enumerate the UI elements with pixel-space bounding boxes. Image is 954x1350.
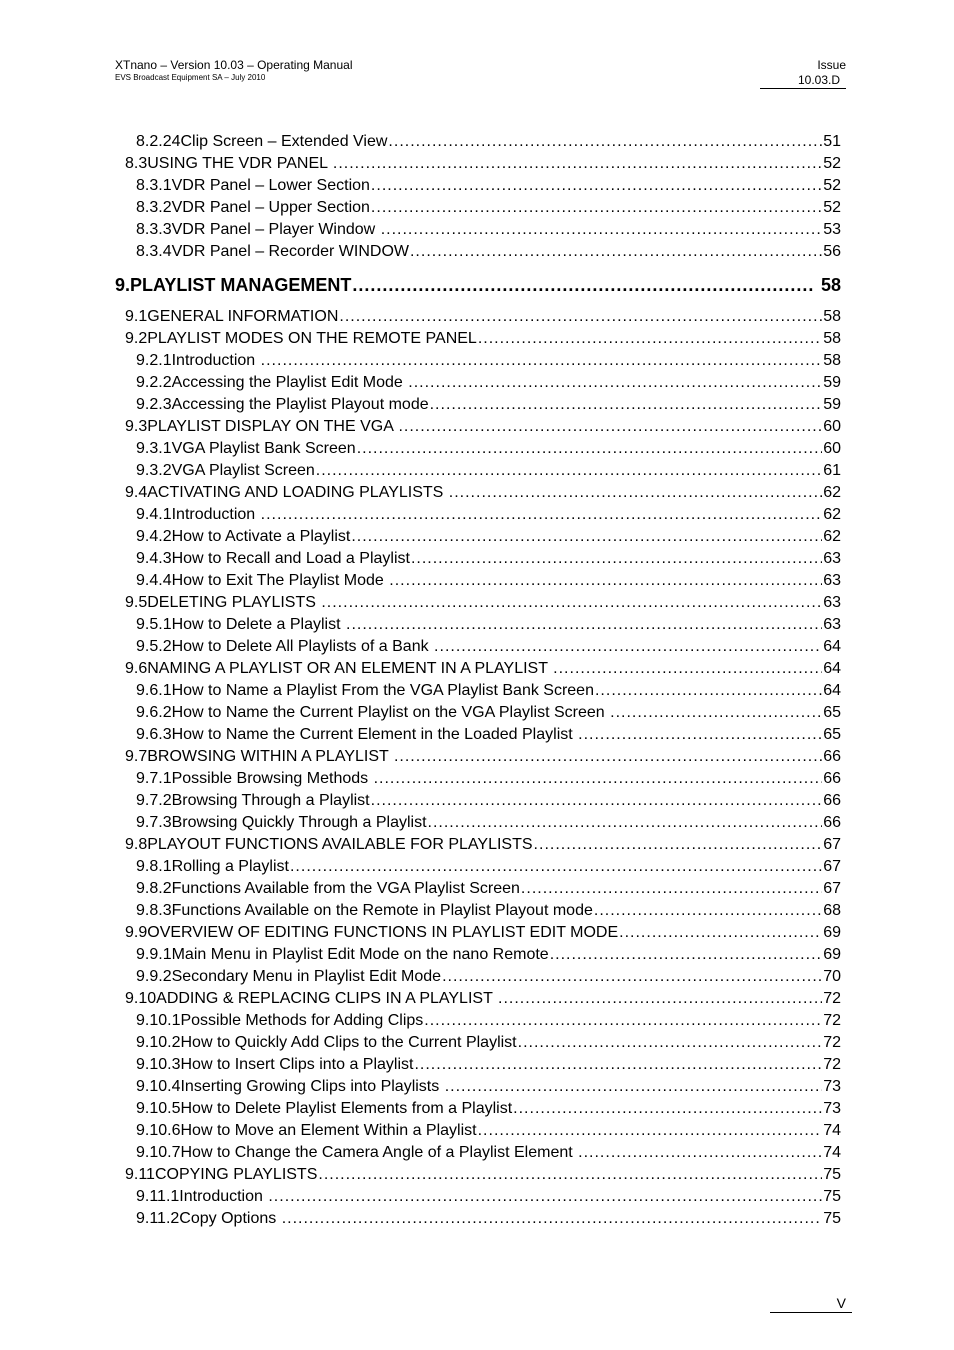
toc-dot-leader <box>388 131 822 153</box>
toc-entry[interactable] <box>115 1208 841 1230</box>
toc-entry-page: 51 <box>823 133 841 150</box>
toc-entry-number: 9.9.2 <box>136 968 172 985</box>
toc-entry[interactable] <box>115 834 841 856</box>
toc-entry-page: 72 <box>823 1012 841 1029</box>
toc-entry-title: Browsing Quickly Through a Playlist <box>171 814 427 831</box>
toc-entry-page: 63 <box>823 572 841 589</box>
toc-entry-title: How to Move an Element Within a Playlist <box>180 1122 477 1139</box>
toc-entry-number: 8.3 <box>125 155 148 172</box>
toc-entry-page: 65 <box>823 704 841 721</box>
toc-entry-page: 52 <box>823 155 841 172</box>
toc-entry[interactable] <box>115 658 841 680</box>
toc-entry-number: 9.5.1 <box>136 616 172 633</box>
toc-entry-title: How to Delete All Playlists of a Bank <box>171 638 434 655</box>
toc-entry-page: 67 <box>823 858 841 875</box>
toc-entry-number: 9.3 <box>125 418 148 435</box>
toc-entry-number: 9. <box>115 275 131 295</box>
toc-entry-page: 63 <box>823 594 841 611</box>
toc-entry-page: 66 <box>823 792 841 809</box>
toc-entry-title: How to Name a Playlist From the VGA Playlist Bank Screen <box>171 682 594 699</box>
toc-entry-title: Main Menu in Playlist Edit Mode on the nano Remote <box>171 946 549 963</box>
toc-entry-title: Functions Available from the VGA Playlist Screen <box>171 880 520 897</box>
toc-dot-leader <box>268 1186 822 1208</box>
toc-entry[interactable] <box>115 197 841 219</box>
toc-entry-page: 59 <box>823 374 841 391</box>
toc-entry-number: 9.2 <box>125 330 148 347</box>
toc-entry[interactable] <box>115 746 841 768</box>
toc-entry-title: OVERVIEW OF EDITING FUNCTIONS IN PLAYLIST EDIT MODE <box>147 924 619 941</box>
toc-entry-page: 62 <box>823 484 841 501</box>
toc-entry-number: 9.10.6 <box>136 1122 181 1139</box>
toc-entry-number: 9.6 <box>125 660 148 677</box>
toc-entry[interactable] <box>115 922 841 944</box>
toc-dot-leader <box>414 1054 822 1076</box>
toc-entry-number: 9.11.2 <box>136 1210 180 1227</box>
toc-entry-number: 9.7 <box>125 748 148 765</box>
toc-entry-page: 62 <box>823 506 841 523</box>
toc-entry-page: 58 <box>820 275 841 295</box>
toc-entry-number: 9.11.1 <box>136 1188 180 1205</box>
toc-entry-number: 9.1 <box>125 308 148 325</box>
toc-entry[interactable] <box>115 548 841 570</box>
toc-entry-page: 58 <box>823 308 841 325</box>
toc-entry[interactable] <box>115 636 841 658</box>
toc-dot-leader <box>352 273 814 297</box>
toc-entry-page: 75 <box>823 1188 841 1205</box>
toc-entry-page: 74 <box>823 1144 841 1161</box>
toc-entry[interactable] <box>115 460 841 482</box>
toc-dot-leader <box>282 1208 823 1230</box>
toc-entry-title: PLAYOUT FUNCTIONS AVAILABLE FOR PLAYLISTS <box>147 836 533 853</box>
toc-dot-leader <box>553 658 822 680</box>
toc-entry[interactable] <box>115 1098 841 1120</box>
toc-entry-page: 72 <box>823 1034 841 1051</box>
toc-dot-leader <box>434 636 822 658</box>
toc-entry[interactable] <box>115 768 841 790</box>
toc-entry[interactable] <box>115 219 841 241</box>
issue-value: 10.03.D <box>760 73 846 89</box>
toc-entry-number: 9.5 <box>125 594 148 611</box>
toc-entry[interactable] <box>115 273 841 297</box>
toc-dot-leader <box>411 548 822 570</box>
toc-dot-leader <box>333 153 822 175</box>
toc-entry-title: ADDING & REPLACING CLIPS IN A PLAYLIST <box>156 990 497 1007</box>
toc-dot-leader <box>424 1010 822 1032</box>
toc-dot-leader <box>578 1142 822 1164</box>
toc-entry[interactable] <box>115 175 841 197</box>
toc-entry-number: 9.10.1 <box>136 1012 181 1029</box>
toc-dot-leader <box>595 680 822 702</box>
toc-entry-number: 9.4.3 <box>136 550 172 567</box>
toc-dot-leader <box>534 834 823 856</box>
toc-entry-title: Introduction <box>171 352 260 369</box>
running-header <box>115 58 353 83</box>
toc-entry-number: 8.3.3 <box>136 221 172 238</box>
toc-entry[interactable] <box>115 592 841 614</box>
toc-dot-leader <box>394 746 822 768</box>
toc-entry-page: 67 <box>823 836 841 853</box>
toc-entry-number: 9.3.2 <box>136 462 172 479</box>
toc-entry[interactable] <box>115 1120 841 1142</box>
toc-entry[interactable] <box>115 1010 841 1032</box>
toc-entry-page: 70 <box>823 968 841 985</box>
toc-entry-page: 72 <box>823 1056 841 1073</box>
table-of-contents <box>115 131 841 1230</box>
toc-entry-number: 9.11 <box>125 1166 155 1183</box>
toc-entry-number: 9.10.4 <box>136 1078 181 1095</box>
toc-entry-title: NAMING A PLAYLIST OR AN ELEMENT IN A PLAYLIST <box>147 660 553 677</box>
toc-entry-number: 9.8 <box>125 836 148 853</box>
toc-entry[interactable] <box>115 350 841 372</box>
toc-entry-number: 8.3.2 <box>136 199 172 216</box>
toc-entry-number: 9.10.7 <box>136 1144 181 1161</box>
toc-entry-page: 66 <box>823 770 841 787</box>
document-title: XTnano – Version 10.03 – Operating Manual <box>115 58 353 72</box>
toc-entry-page: 73 <box>823 1100 841 1117</box>
toc-entry-title: How to Insert Clips into a Playlist <box>180 1056 414 1073</box>
toc-dot-leader <box>498 988 822 1010</box>
toc-entry-page: 52 <box>823 177 841 194</box>
toc-entry-title: VDR Panel – Lower Section <box>171 177 370 194</box>
toc-dot-leader <box>594 900 822 922</box>
toc-entry[interactable] <box>115 306 841 328</box>
toc-dot-leader <box>290 856 822 878</box>
toc-entry[interactable] <box>115 966 841 988</box>
toc-entry-title: Introduction <box>171 506 260 523</box>
toc-entry[interactable] <box>115 372 841 394</box>
toc-dot-leader <box>351 526 822 548</box>
toc-dot-leader <box>430 394 823 416</box>
toc-entry-number: 9.7.3 <box>136 814 172 831</box>
toc-dot-leader <box>445 1076 823 1098</box>
toc-entry[interactable] <box>115 856 841 878</box>
toc-entry[interactable] <box>115 1186 841 1208</box>
toc-entry[interactable] <box>115 328 841 350</box>
toc-entry-number: 9.7.1 <box>136 770 172 787</box>
toc-dot-leader <box>513 1098 822 1120</box>
toc-entry-number: 9.10.3 <box>136 1056 181 1073</box>
toc-entry-number: 9.8.2 <box>136 880 172 897</box>
toc-entry-title: Secondary Menu in Playlist Edit Mode <box>171 968 442 985</box>
toc-entry[interactable] <box>115 153 841 175</box>
toc-dot-leader <box>610 702 822 724</box>
toc-entry[interactable] <box>115 944 841 966</box>
toc-entry-page: 63 <box>823 550 841 567</box>
toc-entry-page: 60 <box>823 418 841 435</box>
toc-entry-page: 63 <box>823 616 841 633</box>
toc-entry-title: How to Delete a Playlist <box>171 616 345 633</box>
toc-entry-title: VDR Panel – Recorder WINDOW <box>171 243 409 260</box>
toc-entry-page: 64 <box>823 682 841 699</box>
toc-entry-title: How to Recall and Load a Playlist <box>171 550 410 567</box>
toc-entry-number: 9.6.2 <box>136 704 172 721</box>
toc-dot-leader <box>261 350 823 372</box>
toc-entry-number: 9.10.5 <box>136 1100 181 1117</box>
toc-entry-title: VDR Panel – Player Window <box>171 221 380 238</box>
toc-dot-leader <box>316 460 822 482</box>
toc-entry-title: Functions Available on the Remote in Playlist Playout mode <box>171 902 593 919</box>
toc-entry[interactable] <box>115 724 841 746</box>
toc-entry-number: 9.2.3 <box>136 396 172 413</box>
toc-entry-title: ACTIVATING AND LOADING PLAYLISTS <box>147 484 448 501</box>
toc-entry-number: 9.2.1 <box>136 352 172 369</box>
toc-dot-leader <box>398 416 822 438</box>
toc-entry-page: 74 <box>823 1122 841 1139</box>
toc-entry-page: 61 <box>823 462 841 479</box>
toc-entry-number: 9.3.1 <box>136 440 172 457</box>
toc-entry-title: How to Change the Camera Angle of a Playlist Element <box>180 1144 578 1161</box>
toc-entry-number: 9.4.1 <box>136 506 172 523</box>
toc-dot-leader <box>318 1164 822 1186</box>
toc-entry-number: 9.10.2 <box>136 1034 181 1051</box>
toc-dot-leader <box>339 306 822 328</box>
toc-entry-page: 66 <box>823 814 841 831</box>
toc-dot-leader <box>321 592 822 614</box>
toc-entry-page: 75 <box>823 1210 841 1227</box>
toc-entry[interactable] <box>115 1032 841 1054</box>
toc-entry-title: DELETING PLAYLISTS <box>147 594 321 611</box>
toc-entry-title: Accessing the Playlist Edit Mode <box>171 374 408 391</box>
toc-entry[interactable] <box>115 790 841 812</box>
toc-entry-title: Browsing Through a Playlist <box>171 792 370 809</box>
toc-dot-leader <box>578 724 822 746</box>
toc-entry-title: PLAYLIST MANAGEMENT <box>130 275 352 295</box>
toc-entry-page: 53 <box>823 221 841 238</box>
toc-entry[interactable] <box>115 131 841 153</box>
toc-dot-leader <box>478 328 822 350</box>
toc-entry-title: VGA Playlist Bank Screen <box>171 440 356 457</box>
toc-entry[interactable] <box>115 504 841 526</box>
toc-entry-title: Copy Options <box>179 1210 281 1227</box>
toc-dot-leader <box>389 570 822 592</box>
toc-entry-page: 58 <box>823 330 841 347</box>
toc-entry-title: Possible Browsing Methods <box>171 770 373 787</box>
toc-entry-title: How to Quickly Add Clips to the Current Playlist <box>180 1034 517 1051</box>
toc-dot-leader <box>521 878 822 900</box>
toc-entry-page: 59 <box>823 396 841 413</box>
toc-entry[interactable] <box>115 570 841 592</box>
toc-entry-number: 9.10 <box>125 990 157 1007</box>
toc-entry[interactable] <box>115 812 841 834</box>
toc-entry[interactable] <box>115 988 841 1010</box>
toc-entry[interactable] <box>115 241 841 263</box>
toc-entry[interactable] <box>115 680 841 702</box>
toc-entry-page: 68 <box>823 902 841 919</box>
toc-entry-page: 66 <box>823 748 841 765</box>
toc-entry-title: COPYING PLAYLISTS <box>154 1166 318 1183</box>
toc-entry[interactable] <box>115 1164 841 1186</box>
toc-entry-page: 72 <box>823 990 841 1007</box>
toc-entry-page: 64 <box>823 660 841 677</box>
toc-entry[interactable] <box>115 438 841 460</box>
toc-dot-leader <box>381 219 823 241</box>
toc-dot-leader <box>619 922 822 944</box>
toc-dot-leader <box>357 438 823 460</box>
toc-entry-number: 9.4.4 <box>136 572 172 589</box>
toc-dot-leader <box>449 482 822 504</box>
toc-entry[interactable] <box>115 878 841 900</box>
toc-entry[interactable] <box>115 1054 841 1076</box>
toc-entry-page: 56 <box>823 243 841 260</box>
toc-dot-leader <box>518 1032 823 1054</box>
toc-entry-page: 65 <box>823 726 841 743</box>
toc-entry[interactable] <box>115 614 841 636</box>
toc-entry-page: 73 <box>823 1078 841 1095</box>
toc-entry-number: 8.2.24 <box>136 133 181 150</box>
toc-dot-leader <box>478 1120 823 1142</box>
toc-entry-title: BROWSING WITHIN A PLAYLIST <box>147 748 393 765</box>
toc-entry-page: 60 <box>823 440 841 457</box>
toc-dot-leader <box>346 614 822 636</box>
toc-entry-title: Accessing the Playlist Playout mode <box>171 396 429 413</box>
toc-entry-number: 9.6.1 <box>136 682 172 699</box>
toc-entry-number: 9.5.2 <box>136 638 172 655</box>
toc-entry-number: 9.7.2 <box>136 792 172 809</box>
toc-dot-leader <box>410 241 822 263</box>
issue-block <box>760 58 846 89</box>
toc-dot-leader <box>550 944 823 966</box>
toc-entry-number: 9.8.3 <box>136 902 172 919</box>
toc-entry-page: 58 <box>823 352 841 369</box>
toc-dot-leader <box>428 812 823 834</box>
page-number: V <box>770 1294 852 1313</box>
toc-entry-number: 9.4 <box>125 484 148 501</box>
toc-entry-title: Introduction <box>179 1188 268 1205</box>
toc-entry-page: 62 <box>823 528 841 545</box>
toc-entry-page: 67 <box>823 880 841 897</box>
document-subtitle: EVS Broadcast Equipment SA – July 2010 <box>115 73 266 82</box>
toc-entry-number: 9.4.2 <box>136 528 172 545</box>
toc-entry-title: How to Activate a Playlist <box>171 528 351 545</box>
toc-entry-title: How to Delete Playlist Elements from a Playlist <box>180 1100 513 1117</box>
toc-entry[interactable] <box>115 1076 841 1098</box>
toc-entry-number: 9.8.1 <box>136 858 172 875</box>
toc-entry-number: 8.3.4 <box>136 243 172 260</box>
toc-dot-leader <box>442 966 822 988</box>
toc-entry[interactable] <box>115 526 841 548</box>
toc-entry[interactable] <box>115 482 841 504</box>
toc-entry-title: Inserting Growing Clips into Playlists <box>180 1078 444 1095</box>
toc-entry-number: 9.9 <box>125 924 148 941</box>
toc-entry[interactable] <box>115 394 841 416</box>
toc-entry-title: How to Name the Current Playlist on the VGA Playlist Screen <box>171 704 610 721</box>
toc-entry-number: 9.9.1 <box>136 946 172 963</box>
toc-dot-leader <box>371 790 823 812</box>
toc-entry-title: PLAYLIST MODES ON THE REMOTE PANEL <box>147 330 477 347</box>
toc-dot-leader <box>374 768 823 790</box>
toc-entry-title: Clip Screen – Extended View <box>180 133 388 150</box>
toc-entry-title: USING THE VDR PANEL <box>147 155 332 172</box>
toc-entry-page: 64 <box>823 638 841 655</box>
toc-entry-title: How to Name the Current Element in the Loaded Playlist <box>171 726 578 743</box>
toc-entry-title: Rolling a Playlist <box>171 858 289 875</box>
toc-entry[interactable] <box>115 1142 841 1164</box>
toc-entry-page: 52 <box>823 199 841 216</box>
toc-entry-title: GENERAL INFORMATION <box>147 308 339 325</box>
toc-entry-page: 75 <box>823 1166 841 1183</box>
toc-entry[interactable] <box>115 416 841 438</box>
toc-entry-title: VGA Playlist Screen <box>171 462 315 479</box>
toc-entry[interactable] <box>115 900 841 922</box>
toc-entry-title: Possible Methods for Adding Clips <box>180 1012 424 1029</box>
toc-entry-number: 9.6.3 <box>136 726 172 743</box>
toc-dot-leader <box>261 504 823 526</box>
toc-dot-leader <box>371 175 822 197</box>
toc-entry-number: 9.2.2 <box>136 374 172 391</box>
toc-entry-title: VDR Panel – Upper Section <box>171 199 370 216</box>
toc-entry-number: 8.3.1 <box>136 177 172 194</box>
issue-label: Issue <box>817 58 846 72</box>
toc-entry-title: PLAYLIST DISPLAY ON THE VGA <box>147 418 398 435</box>
toc-entry-page: 69 <box>823 946 841 963</box>
toc-dot-leader <box>371 197 822 219</box>
toc-entry[interactable] <box>115 702 841 724</box>
toc-entry-page: 69 <box>823 924 841 941</box>
toc-dot-leader <box>408 372 822 394</box>
toc-entry-title: How to Exit The Playlist Mode <box>171 572 389 589</box>
